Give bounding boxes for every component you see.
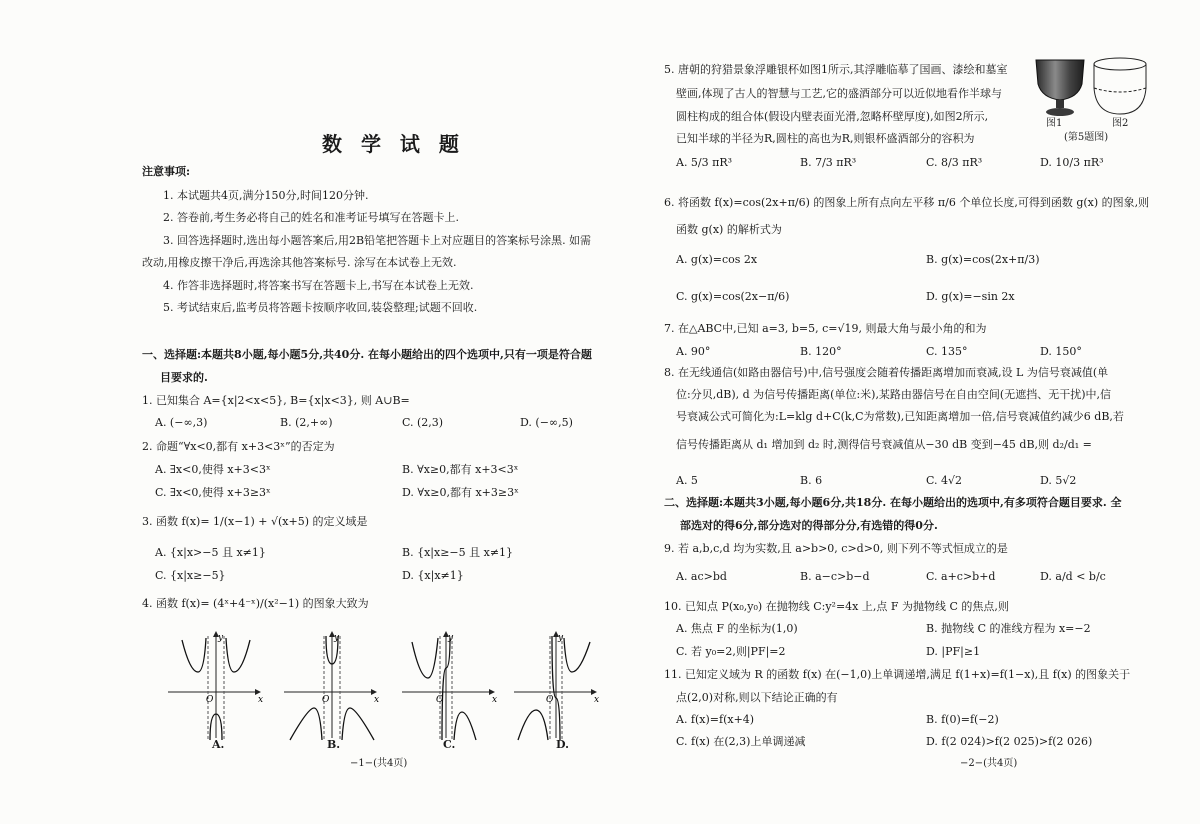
notice-2: 2. 答卷前,考生务必将自己的姓名和准考证号填写在答题卡上.	[163, 211, 459, 224]
q3-option-d: D. {x|x≠1}	[402, 569, 464, 582]
q9-option-d: D. a/d < b/c	[1040, 570, 1106, 583]
q9-option-c: C. a+c>b+d	[926, 570, 996, 583]
q5-option-c: C. 8/3 πR³	[926, 156, 983, 169]
q11-option-d: D. f(2 024)>f(2 025)>f(2 026)	[926, 735, 1093, 748]
q3-option-c: C. {x|x≥−5}	[155, 569, 226, 582]
graph-b	[284, 632, 379, 740]
q6-option-a: A. g(x)=cos 2x	[676, 253, 758, 266]
q5-option-a: A. 5/3 πR³	[676, 156, 733, 169]
q4-stem: 4. 函数 f(x)= (4ˣ+4⁻ˣ)/(x²−1) 的图象大致为	[142, 597, 369, 610]
graph-c-origin: O	[436, 695, 444, 705]
notice-3-cont: 改动,用橡皮擦干净后,再选涂其他答案标号. 涂写在本试卷上无效.	[142, 256, 457, 269]
q8-option-c: C. 4√2	[926, 474, 963, 487]
q10-option-a: A. 焦点 F 的坐标为(1,0)	[676, 622, 798, 635]
graph-a-origin: O	[206, 695, 214, 705]
graph-c	[402, 632, 497, 740]
q2-option-c: C. ∃x<0,使得 x+3≥3ˣ	[155, 486, 271, 499]
graph-d-x-label: x	[594, 695, 600, 705]
q5-option-d: D. 10/3 πR³	[1040, 156, 1104, 169]
q5-stem-1: 5. 唐朝的狩猎景象浮雕银杯如图1所示,其浮雕临摹了国画、漆绘和墓室	[664, 63, 1008, 76]
q11-option-a: A. f(x)=f(x+4)	[676, 713, 755, 726]
q2-option-d: D. ∀x≥0,都有 x+3≥3ˣ	[402, 486, 519, 499]
graph-c-x-label: x	[492, 695, 498, 705]
q9-option-a: A. ac>bd	[676, 570, 727, 583]
graph-d-origin: O	[546, 695, 554, 705]
q5-stem-3: 圆柱构成的组合体(假设内壁表面光滑,忽略杯壁厚度),如图2所示,	[676, 110, 989, 123]
q10-option-d: D. |PF|≥1	[926, 645, 981, 658]
q4-graphs	[168, 628, 598, 750]
q1-option-d: D. (−∞,5)	[520, 416, 573, 429]
q6-option-b: B. g(x)=cos(2x+π/3)	[926, 253, 1040, 266]
q3-stem: 3. 函数 f(x)= 1/(x−1) + √(x+5) 的定义域是	[142, 515, 368, 528]
graph-d-y-label: y	[558, 633, 564, 643]
q4-option-d: D.	[556, 738, 569, 751]
q6-option-d: D. g(x)=−sin 2x	[926, 290, 1015, 303]
q8-stem-1: 8. 在无线通信(如路由器信号)中,信号强度会随着传播距离增加而衰减,设 L 为信号衰减值(单	[664, 366, 1109, 379]
q4-option-c: C.	[443, 738, 456, 751]
section2-heading-cont: 部选对的得6分,部分选对的得部分分,有选错的得0分.	[680, 519, 938, 532]
q8-stem-3: 号衰减公式可简化为:L=klg d+C(k,C为常数),已知距离增加一倍,信号衰减值约减少6 dB,若	[676, 410, 1124, 423]
exam-page-2	[600, 0, 1200, 824]
q3-option-a: A. {x|x>−5 且 x≠1}	[155, 546, 266, 559]
q8-option-b: B. 6	[800, 474, 823, 487]
q5-figure-caption: (第5题图)	[1064, 132, 1109, 143]
q7-option-c: C. 135°	[926, 345, 968, 358]
page-2-footer: −2−(共4页)	[960, 758, 1018, 769]
page-1-footer: −1−(共4页)	[350, 758, 408, 769]
hemisphere-cylinder-figure	[1090, 54, 1150, 118]
q5-stem-2: 壁画,体现了古人的智慧与工艺,它的盛酒部分可以近似地看作半球与	[676, 87, 1002, 100]
section1-heading-cont: 目要求的.	[160, 371, 208, 384]
q9-stem: 9. 若 a,b,c,d 均为实数,且 a>b>0, c>d>0, 则下列不等式恒成立的是	[664, 542, 1008, 555]
q1-option-c: C. (2,3)	[402, 416, 444, 429]
q2-option-b: B. ∀x≥0,都有 x+3<3ˣ	[402, 463, 519, 476]
notice-1: 1. 本试题共4页,满分150分,时间120分钟.	[163, 189, 369, 202]
notice-3: 3. 回答选择题时,选出每小题答案后,用2B铅笔把答题卡上对应题目的答案标号涂黑. 如需	[163, 234, 592, 247]
q1-option-a: A. (−∞,3)	[155, 416, 208, 429]
notice-5: 5. 考试结束后,监考员将答题卡按顺序收回,装袋整理;试题不回收.	[163, 301, 478, 314]
silver-cup-figure	[1030, 54, 1090, 118]
q7-stem: 7. 在△ABC中,已知 a=3, b=5, c=√19, 则最大角与最小角的和为	[664, 322, 987, 335]
q8-stem-2: 位:分贝,dB), d 为信号传播距离(单位:米),某路由器信号在自由空间(无遮挡、无干扰)中,信	[676, 388, 1112, 401]
q5-option-b: B. 7/3 πR³	[800, 156, 857, 169]
q8-option-a: A. 5	[676, 474, 698, 487]
q11-stem-cont: 点(2,0)对称,则以下结论正确的有	[676, 691, 838, 704]
q7-option-a: A. 90°	[676, 345, 711, 358]
q1-stem: 1. 已知集合 A={x|2<x<5}, B={x|x<3}, 则 A∪B=	[142, 394, 410, 407]
graph-a	[168, 632, 263, 740]
q10-stem: 10. 已知点 P(x₀,y₀) 在抛物线 C:y²=4x 上,点 F 为抛物线 C 的焦点,则	[664, 600, 1009, 613]
graph-c-y-label: y	[448, 633, 454, 643]
q8-stem-4: 信号传播距离从 d₁ 增加到 d₂ 时,测得信号衰减值从−30 dB 变到−45 dB,则 d₂/d₁ =	[676, 438, 1092, 451]
q6-option-c: C. g(x)=cos(2x−π/6)	[676, 290, 790, 303]
q10-option-c: C. 若 y₀=2,则|PF|=2	[676, 645, 786, 658]
q10-option-b: B. 抛物线 C 的准线方程为 x=−2	[926, 622, 1091, 635]
notice-4: 4. 作答非选择题时,将答案书写在答题卡上,书写在本试卷上无效.	[163, 279, 474, 292]
exam-title: 数 学 试 题	[322, 132, 465, 156]
graph-a-y-label: y	[218, 633, 224, 643]
q2-stem: 2. 命题“∀x<0,都有 x+3<3ˣ”的否定为	[142, 440, 335, 453]
q2-option-a: A. ∃x<0,使得 x+3<3ˣ	[155, 463, 271, 476]
graph-b-origin: O	[322, 695, 330, 705]
graph-b-x-label: x	[374, 695, 380, 705]
section1-heading: 一、选择题:本题共8小题,每小题5分,共40分. 在每小题给出的四个选项中,只有一项是符合题	[142, 348, 592, 361]
q7-option-d: D. 150°	[1040, 345, 1082, 358]
graph-d	[514, 632, 599, 740]
q6-stem-cont: 函数 g(x) 的解析式为	[676, 223, 782, 236]
notice-heading: 注意事项:	[142, 165, 191, 178]
fig1-label: 图1	[1046, 118, 1063, 129]
section2-heading: 二、选择题:本题共3小题,每小题6分,共18分. 在每小题给出的选项中,有多项符合题目要求. 全	[664, 496, 1122, 509]
graph-a-x-label: x	[258, 695, 264, 705]
q11-stem: 11. 已知定义域为 R 的函数 f(x) 在(−1,0)上单调递增,满足 f(1+x)=f(1−x),且 f(x) 的图象关于	[664, 668, 1131, 681]
graph-b-y-label: y	[334, 633, 340, 643]
q6-stem: 6. 将函数 f(x)=cos(2x+π/6) 的图象上所有点向左平移 π/6 个单位长度,可得到函数 g(x) 的图象,则	[664, 196, 1150, 209]
q4-option-a: A.	[212, 738, 225, 751]
q1-option-b: B. (2,+∞)	[280, 416, 333, 429]
q3-option-b: B. {x|x≥−5 且 x≠1}	[402, 546, 514, 559]
q4-option-b: B.	[327, 738, 341, 751]
fig2-label: 图2	[1112, 118, 1129, 129]
q9-option-b: B. a−c>b−d	[800, 570, 870, 583]
q8-option-d: D. 5√2	[1040, 474, 1077, 487]
q7-option-b: B. 120°	[800, 345, 842, 358]
q5-stem-4: 已知半球的半径为R,圆柱的高也为R,则银杯盛酒部分的容积为	[676, 132, 975, 145]
q11-option-b: B. f(0)=f(−2)	[926, 713, 999, 726]
q11-option-c: C. f(x) 在(2,3)上单调递减	[676, 735, 806, 748]
